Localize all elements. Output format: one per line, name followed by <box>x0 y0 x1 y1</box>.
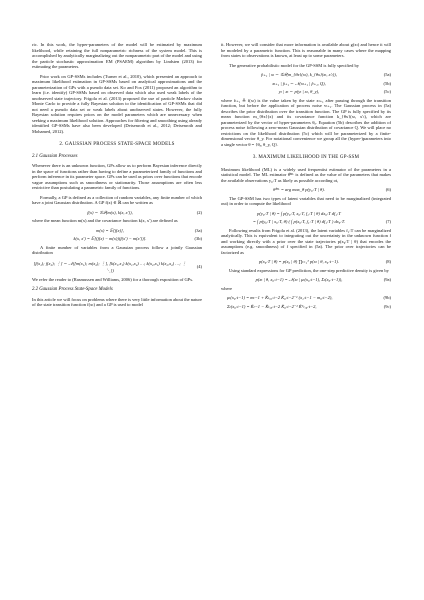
equation-9a <box>221 277 391 283</box>
right-column <box>221 42 391 312</box>
paragraph-refer: We refer the reader to (Rasmussen and Williams, 2006) for a thorough exposition of GPs. <box>32 276 194 282</box>
equation-4-body: [f(x₁); f(x₂); ⋮] ∼ 𝒩([m(x₁); m(x₂); ⋮], [k(x₁,x₁) k(x₁,x₂) …; k(x₂,x₁) k(x₂,x₂) …; ⋮ ⋱]) <box>33 260 187 273</box>
equation-2-body: f(x) ∼ 𝒢𝒫(m(x), k(x, x′)), <box>87 209 133 215</box>
paragraph-where: where fₜ₊₁ ≜ f(xₜ) is the value taken by the state xₜ₊₁ after passing through the transition function, but before the application of process noise vₜ₊₁. The Gaussian process in (5a) describes the prior distribution over the transition function. The GP is fully specified by its mean function m_{θx}(x) and its covariance function k_{θx}(xₜ, x′ₜ), which are parameterized by the vector of hyper-parameters θₓ. Equation (5b) describes the addition of process noise following a zero-mean Gaussian distribution of covariance Q. We will place no restrictions on the likelihood distribution (5c) which will be parameterized by a finite-dimensional vector θ_y. For notational convenience we group all the (hyper-)parameters into a single vector θ = {θₓ, θ_y, Q}. <box>221 97 391 147</box>
equation-3b-number: (3b) <box>194 236 202 241</box>
equation-8 <box>221 259 391 265</box>
left-column <box>32 42 202 312</box>
equation-2-number: (2) <box>196 209 202 215</box>
equation-9a-body: p(xₜ | θ, x₀:t−1) = 𝒩(xₜ | μₜ(x₀:t−1), Σₜ(x₀:t−1)), <box>255 277 343 282</box>
equation-9b-body: μₜ(x₀:t−1) = mₜ−1 + K̃ₜ,₀:t−2 K̃₀:t−2⁻¹ (x₁:t−1 − m₀:t−2), <box>227 295 333 300</box>
equation-3a-body: m(x) = 𝔼[f(x)], <box>96 227 124 233</box>
equation-4 <box>32 260 202 274</box>
equation-2 <box>32 210 202 216</box>
equation-8-body: p(x₀:T | θ) = p(x₀ | θ) ∏ₜ₌₁ᵀ p(xₜ | θ, x₀:t−1). <box>259 259 339 264</box>
paragraph-parametric: it. However, we will consider that more information is available about g(xₜ) and hence it will be modeled by a parametric function. This is reasonable in many cases where the mapping from states to observations is known, at least up to some parameters. <box>221 42 391 58</box>
equation-5c <box>221 89 391 95</box>
equation-3b-body: k(x, x′) = 𝔼[(f(x) − m(x))(f(x′) − m(x′))]. <box>73 236 147 241</box>
equation-5b-number: (5b) <box>383 80 391 86</box>
equation-8-number: (8) <box>385 259 391 264</box>
equation-3a-number: (3a) <box>194 227 202 233</box>
equation-5c-body: yₜ | xₜ ∼ p(yₜ | xₜ, θ_y), <box>278 89 320 94</box>
equation-9b-number: (9b) <box>383 295 391 300</box>
paragraph-two-types: The GP-SSM has two types of latent variables that need to be marginalized (integrated out) in order to compute the likelihood <box>221 195 391 206</box>
paragraph-gp-intro: Whenever there is an unknown function, GPs allow us to perform Bayesian inference directly in the space of functions rather than having to define a parameterized family of functions and perform inference in its parameter space. GPs can be used as priors over functions that encode vague assumptions such as smoothness or stationarity. Those assumptions are often less restrictive than postulating a parametric family of functions. <box>32 163 202 190</box>
equation-9b <box>221 295 391 301</box>
section-heading-2: 2. GAUSSIAN PROCESS STATE-SPACE MODELS <box>59 142 175 147</box>
section-heading-3: 3. MAXIMUM LIKELIHOOD IN THE GP-SSM <box>252 155 360 160</box>
equation-6-body: θ̂ᴹᴸ = arg max_θ p(y₀:T | θ). <box>273 187 325 192</box>
equation-6-number: (6) <box>385 187 391 192</box>
equation-5a <box>221 72 391 78</box>
equation-9c-body: Σₜ(x₀:t−1) = K̃ₜ−1 − K̃ₜ,₀:t−2 K̃₀:t−2⁻¹ K̃ᵀₜ,₀:t−2, <box>227 303 317 309</box>
paragraph-generative: The generative probabilistic model for the GP-SSM is fully specified by <box>229 62 359 68</box>
equation-9c-number: (9c) <box>383 303 391 309</box>
equation-5b <box>221 81 391 87</box>
equation-3a <box>32 228 202 234</box>
equation-3b <box>32 236 202 242</box>
equation-5a-number: (5a) <box>383 72 391 77</box>
equation-5c-number: (5c) <box>383 89 391 94</box>
paragraph-gp-ssm-intro: In this article we will focus on problems where there is very little information about the nature of the state transition function f(xₜ) and a GP is used to model <box>32 296 202 307</box>
paragraph-where-2: where <box>221 285 232 291</box>
paragraph-gaussian-predictive: Using standard expressions for GP prediction, the one-step predictive density is given by <box>229 267 389 273</box>
equation-4-number: (4) <box>196 264 202 269</box>
equation-7-line2 <box>221 219 391 225</box>
equation-7-line1-body: p(y₀:T | θ) = ∫ p(y₀:T, x₀:T, f₁:T | θ) dx₀:T df₁:T <box>257 210 341 216</box>
paragraph-finite-number: A finite number of variables from a Gaussian process follow a jointly Gaussian distribution <box>32 244 202 255</box>
paragraph-ml: Maximum likelihood (ML) is a widely used frequentist estimator of the parameters in a statistical model. The ML estimator θ̂ᴹᴸ is defined as the value of the parameters that makes the available observations y₀:T as likely as possible according ot, <box>221 166 391 183</box>
paragraph-mean-cov: where the mean function m(x) and the covariance function k(x, x′) are defined as <box>32 218 178 223</box>
equation-5b-body: xₜ₊₁ | fₜ₊₁ ∼ 𝒩(xₜ₊₁ | fₜ₊₁, Q), <box>272 80 326 86</box>
paragraph-prior-work: Prior work on GP-SSMs includes (Turner et al., 2010), which presented an approach to maximum likelihood estimation in GP-SSMs based on analytical approximations and the parameterization of GPs with a pseudo data set. Ko and Fox (2011) proposed an algorithm to learn (i.e. identify) GP-SSMs based on observed data which also used weak labels of the unobserved state trajectory. Frigola et al. (2013) proposed the use of particle Markov chain Monte Carlo to provide a fully Bayesian solution to the identification of GP-SSMs that did not need a pseudo data set or weak labels about unobserved states. However, the fully Bayesian solution requires priors on the model parameters which are unnecessary when seeking a maximum likelihood solution. Approaches for filtering and smoothing using already identified GP-SSMs have also been developed (Deisenroth et al., 2012; Deisenroth and Mohamed, 2012). <box>32 73 202 134</box>
equation-7-number: (7) <box>385 219 391 224</box>
equation-7-line1 <box>221 211 391 217</box>
paragraph-frigola: Following results from Frigola et al. (2013), the latent variables f₁:T can be marginalized analytically. This is equivalent to integrating out the uncertainty in the unknown function f and working directly with a prior over the state trajectories p(x₀:T | θ) that encodes the assumptions (e.g. smoothness) of f specified in (5a). The prior over trajectories can be factorized as <box>221 227 391 255</box>
equation-7-line2-body: = ∫ p(y₀:T | x₀:T, θ) ( ∫ p(x₀:T, f₁:T | θ) df₁:T ) dx₀:T. <box>252 219 346 224</box>
equation-5a-body: fₜ₊₁ | xₜ ∼ 𝒢𝒫(m_{θx}(xₜ), k_{θx}(xₜ, x′ₜ)), <box>261 72 337 77</box>
subsection-heading-2-1: 2.1 Gaussian Processes <box>32 153 78 159</box>
equation-9c <box>221 304 391 310</box>
equation-9a-number: (9a) <box>383 277 391 282</box>
paragraph-intro-end: ric. In this work, the hyper-parameters of the model will be estimated by maximum likelihood, while retaining the full nonparametric richness of the system model. This is accomplished by analytically marginalizing out the nonparametric part of the model and using the particle stochastic approximation EM (PSAEM) algorithm by Lindsten (2013) for estimating the parameters. <box>32 42 202 69</box>
equation-6 <box>221 187 391 193</box>
paragraph-gp-formal: Formally, a GP is defined as a collection of random variables, any finite number of which have a joint Gaussian distribution. A GP f(x) ∈ ℝ can be written as <box>32 194 202 205</box>
subsection-heading-2-2: 2.2 Gaussian Process State-Space Models <box>32 287 113 292</box>
